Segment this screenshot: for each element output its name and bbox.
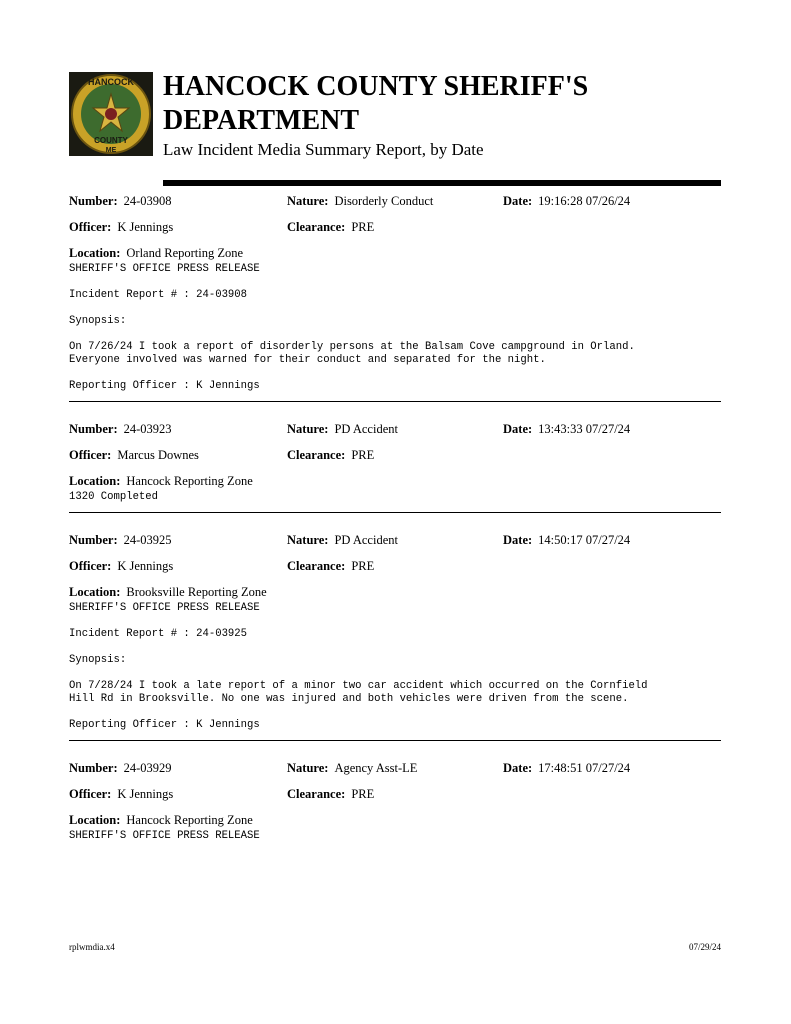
sheriff-badge-logo — [69, 72, 153, 156]
incident-narrative — [69, 263, 721, 393]
svg-text:COUNTY: COUNTY — [94, 136, 128, 145]
incident-location: Location: Hancock Reporting Zone — [69, 474, 253, 488]
incident-nature: Nature: PD Accident — [287, 533, 398, 547]
incident-number: Number: 24-03923 — [69, 422, 172, 436]
narrative-gap — [69, 615, 721, 628]
incident-narrative — [69, 491, 721, 504]
narrative-line: Reporting Officer : K Jennings — [69, 719, 260, 731]
incident-date: Date: 14:50:17 07/27/24 — [503, 533, 631, 547]
incident-clearance: Clearance: PRE — [287, 220, 375, 234]
narrative-line: On 7/26/24 I took a report of disorderly persons at the Balsam Cove campground in Orland. — [69, 341, 635, 353]
narrative-line: Synopsis: — [69, 315, 127, 327]
incident-clearance: Clearance: PRE — [287, 448, 375, 462]
svg-text:HANCOCK: HANCOCK — [88, 77, 134, 87]
incident-officer: Officer: K Jennings — [69, 787, 174, 801]
incident-row-2 — [69, 559, 721, 585]
incident-date: Date: 19:16:28 07/26/24 — [503, 194, 631, 208]
narrative-gap — [69, 667, 721, 680]
department-title — [163, 70, 588, 138]
narrative-gap — [69, 706, 721, 719]
narrative-gap — [69, 328, 721, 341]
incident-location: Location: Orland Reporting Zone — [69, 246, 244, 260]
incident-record — [69, 761, 721, 843]
incident-location: Location: Brooksville Reporting Zone — [69, 585, 267, 599]
incident-record — [69, 194, 721, 402]
incident-nature: Nature: Agency Asst-LE — [287, 761, 418, 775]
incident-record — [69, 422, 721, 513]
narrative-gap — [69, 367, 721, 380]
incident-separator — [69, 740, 721, 741]
incident-row-1 — [69, 194, 721, 220]
incident-narrative — [69, 830, 721, 843]
footer-report-id: rplwmdia.x4 — [69, 942, 115, 952]
incident-location: Location: Hancock Reporting Zone — [69, 813, 253, 827]
title-line-2: DEPARTMENT — [163, 105, 360, 136]
incident-record — [69, 533, 721, 741]
incident-date: Date: 13:43:33 07/27/24 — [503, 422, 631, 436]
incident-officer: Officer: Marcus Downes — [69, 448, 199, 462]
incident-number: Number: 24-03908 — [69, 194, 172, 208]
incident-date: Date: 17:48:51 07/27/24 — [503, 761, 631, 775]
incident-separator — [69, 512, 721, 513]
narrative-line: Hill Rd in Brooksville. No one was injured and both vehicles were driven from the scene. — [69, 693, 629, 705]
incident-officer: Officer: K Jennings — [69, 559, 174, 573]
incident-row-2 — [69, 787, 721, 813]
incident-nature: Nature: Disorderly Conduct — [287, 194, 434, 208]
incident-number: Number: 24-03925 — [69, 533, 172, 547]
incident-number: Number: 24-03929 — [69, 761, 172, 775]
narrative-line: Incident Report # : 24-03908 — [69, 289, 248, 301]
narrative-line: Everyone involved was warned for their conduct and separated for the night. — [69, 354, 546, 366]
incident-row-1 — [69, 761, 721, 787]
narrative-line: Incident Report # : 24-03925 — [69, 628, 248, 640]
narrative-gap — [69, 302, 721, 315]
narrative-line: SHERIFF'S OFFICE PRESS RELEASE — [69, 263, 260, 275]
header-rule — [163, 180, 721, 186]
incident-separator — [69, 401, 721, 402]
narrative-line: 1320 Completed — [69, 491, 159, 503]
footer-date: 07/29/24 — [688, 942, 721, 952]
narrative-gap — [69, 641, 721, 654]
incident-clearance: Clearance: PRE — [287, 559, 375, 573]
svg-text:ME: ME — [105, 147, 117, 154]
incident-row-1 — [69, 533, 721, 559]
incident-clearance: Clearance: PRE — [287, 787, 375, 801]
incident-row-2 — [69, 220, 721, 246]
report-subtitle: Law Incident Media Summary Report, by Date — [163, 140, 484, 159]
incident-narrative — [69, 602, 721, 732]
narrative-line: SHERIFF'S OFFICE PRESS RELEASE — [69, 602, 260, 614]
incident-nature: Nature: PD Accident — [287, 422, 398, 436]
incident-officer: Officer: K Jennings — [69, 220, 174, 234]
narrative-line: On 7/28/24 I took a late report of a minor two car accident which occurred on the Cornfield — [69, 680, 648, 692]
incident-row-1 — [69, 422, 721, 448]
incident-row-2 — [69, 448, 721, 474]
report-header — [69, 70, 721, 190]
title-line-1: HANCOCK COUNTY SHERIFF'S — [163, 71, 589, 102]
narrative-line: SHERIFF'S OFFICE PRESS RELEASE — [69, 830, 260, 842]
narrative-gap — [69, 276, 721, 289]
narrative-line: Reporting Officer : K Jennings — [69, 380, 260, 392]
narrative-line: Synopsis: — [69, 654, 127, 666]
